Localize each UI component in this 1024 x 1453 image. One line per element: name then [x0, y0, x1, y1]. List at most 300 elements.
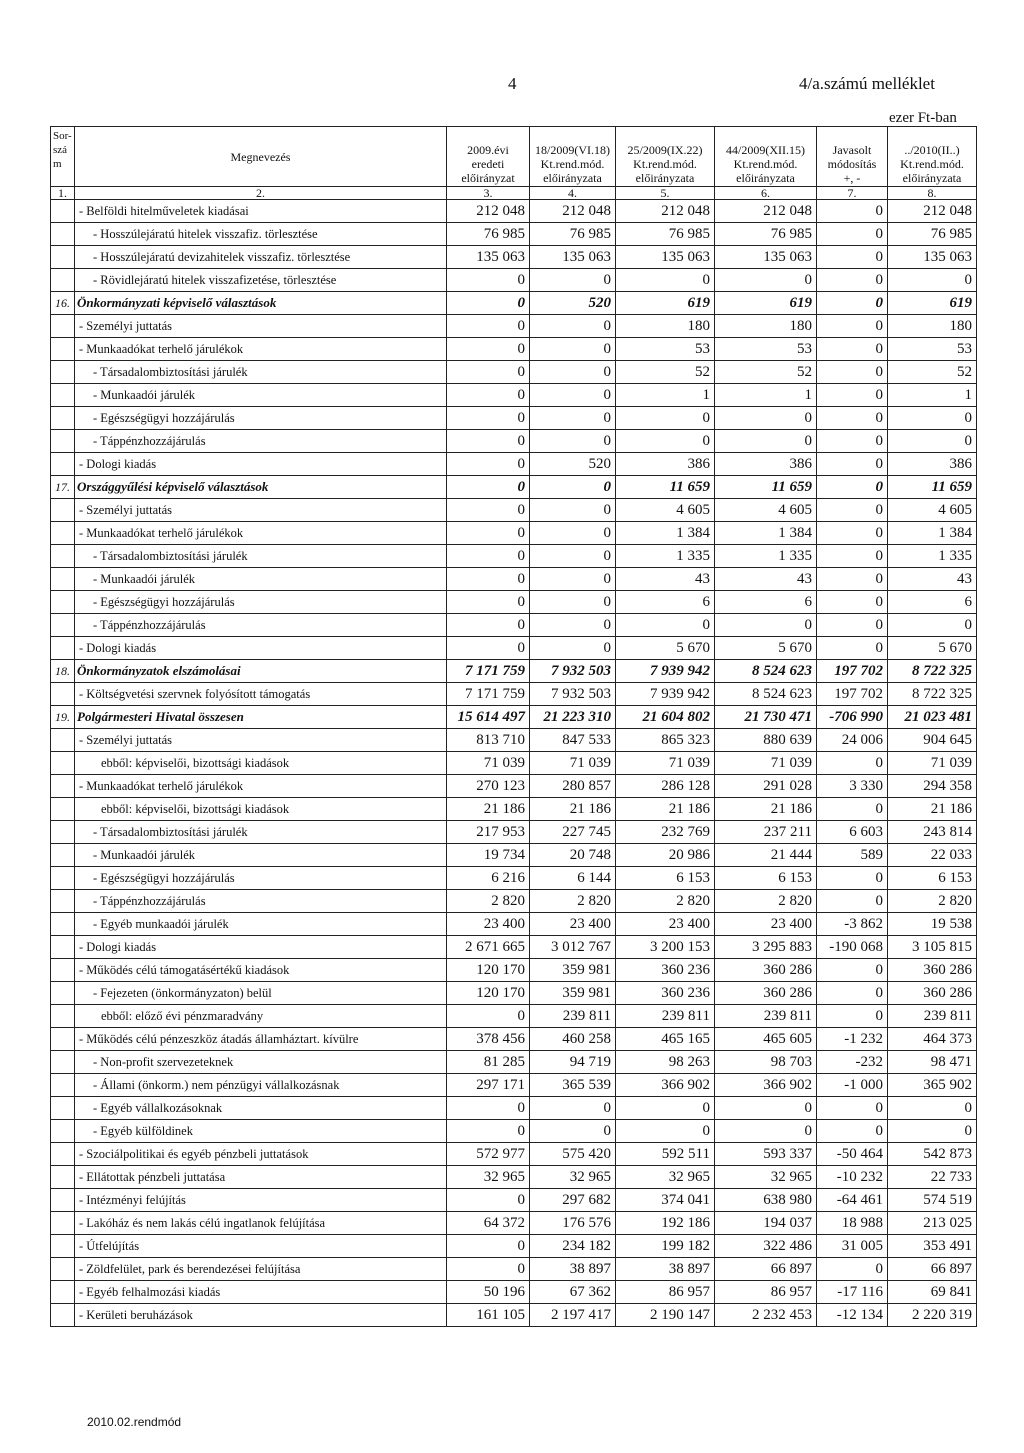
value-cell: 297 171: [447, 1074, 530, 1097]
table-row: [51, 430, 977, 453]
value-cell: 20 986: [616, 844, 715, 867]
value-cell: 0: [817, 453, 888, 476]
row-label: - Költségvetési szervnek folyósított támogatás: [75, 683, 447, 706]
value-cell: 0: [817, 614, 888, 637]
value-cell: 0: [447, 591, 530, 614]
row-number: 17.: [51, 476, 75, 499]
value-cell: 0: [888, 1097, 977, 1120]
value-cell: 6 216: [447, 867, 530, 890]
row-number: [51, 936, 75, 959]
row-number: [51, 338, 75, 361]
column-header: 25/2009(IX.22) Kt.rend.mód. előirányzata: [616, 127, 715, 187]
value-cell: 1: [715, 384, 817, 407]
value-cell: 0: [616, 407, 715, 430]
row-label: - Társadalombiztosítási járulék: [75, 545, 447, 568]
value-cell: 0: [447, 1005, 530, 1028]
value-cell: 386: [715, 453, 817, 476]
table-row: [51, 683, 977, 706]
value-cell: 76 985: [715, 223, 817, 246]
value-cell: 0: [817, 200, 888, 223]
row-label: ebből: előző évi pénzmaradvány: [75, 1005, 447, 1028]
row-number: [51, 223, 75, 246]
value-cell: 0: [817, 522, 888, 545]
value-cell: 0: [715, 407, 817, 430]
value-cell: 21 186: [530, 798, 616, 821]
value-cell: 4 605: [888, 499, 977, 522]
value-cell: 135 063: [715, 246, 817, 269]
table-row: [51, 1143, 977, 1166]
value-cell: 353 491: [888, 1235, 977, 1258]
table-body: [51, 200, 977, 1327]
row-number: [51, 1212, 75, 1235]
value-cell: 232 769: [616, 821, 715, 844]
value-cell: 0: [817, 315, 888, 338]
value-cell: 243 814: [888, 821, 977, 844]
row-label: - Non-profit szervezeteknek: [75, 1051, 447, 1074]
table-row: [51, 1120, 977, 1143]
row-number: [51, 200, 75, 223]
row-number: 18.: [51, 660, 75, 683]
value-cell: 15 614 497: [447, 706, 530, 729]
value-cell: 199 182: [616, 1235, 715, 1258]
row-number: [51, 1281, 75, 1304]
value-cell: 0: [817, 591, 888, 614]
value-cell: 53: [616, 338, 715, 361]
value-cell: 213 025: [888, 1212, 977, 1235]
table-row: [51, 1166, 977, 1189]
value-cell: 378 456: [447, 1028, 530, 1051]
value-cell: 8 722 325: [888, 660, 977, 683]
value-cell: 239 811: [530, 1005, 616, 1028]
table-row: [51, 384, 977, 407]
row-label: - Állami (önkorm.) nem pénzügyi vállalkozásnak: [75, 1074, 447, 1097]
value-cell: 0: [530, 407, 616, 430]
value-cell: 21 023 481: [888, 706, 977, 729]
row-label: - Egyéb felhalmozási kiadás: [75, 1281, 447, 1304]
row-label: Polgármesteri Hivatal összesen: [75, 706, 447, 729]
value-cell: 360 286: [715, 982, 817, 1005]
row-number: [51, 1028, 75, 1051]
section-row: [51, 660, 977, 683]
value-cell: 291 028: [715, 775, 817, 798]
value-cell: 904 645: [888, 729, 977, 752]
row-label: - Táppénzhozzájárulás: [75, 430, 447, 453]
row-label: - Hosszúlejáratú devizahitelek visszafiz. törlesztése: [75, 246, 447, 269]
row-number: 16.: [51, 292, 75, 315]
value-cell: 365 902: [888, 1074, 977, 1097]
row-number: [51, 614, 75, 637]
value-cell: 67 362: [530, 1281, 616, 1304]
value-cell: 2 232 453: [715, 1304, 817, 1327]
row-label: - Zöldfelület, park és berendezései felújítása: [75, 1258, 447, 1281]
value-cell: 38 897: [616, 1258, 715, 1281]
value-cell: 0: [447, 614, 530, 637]
value-cell: 11 659: [616, 476, 715, 499]
row-number: [51, 269, 75, 292]
table-row: [51, 1212, 977, 1235]
value-cell: 3 295 883: [715, 936, 817, 959]
value-cell: 53: [715, 338, 817, 361]
value-cell: 98 263: [616, 1051, 715, 1074]
value-cell: 0: [888, 1120, 977, 1143]
value-cell: 465 605: [715, 1028, 817, 1051]
value-cell: 4 605: [715, 499, 817, 522]
value-cell: 865 323: [616, 729, 715, 752]
row-label: - Szociálpolitikai és egyéb pénzbeli juttatások: [75, 1143, 447, 1166]
value-cell: 0: [530, 499, 616, 522]
table-row: [51, 1005, 977, 1028]
footer-note: 2010.02.rendmód: [87, 1415, 182, 1429]
table-row: [51, 1281, 977, 1304]
row-label: - Táppénzhozzájárulás: [75, 614, 447, 637]
row-number: [51, 1051, 75, 1074]
value-cell: 98 703: [715, 1051, 817, 1074]
value-cell: 0: [530, 269, 616, 292]
value-cell: 0: [616, 430, 715, 453]
value-cell: 589: [817, 844, 888, 867]
value-cell: 23 400: [447, 913, 530, 936]
value-cell: 71 039: [530, 752, 616, 775]
row-number: [51, 499, 75, 522]
column-header: Megnevezés: [75, 127, 447, 187]
row-number: [51, 959, 75, 982]
row-label: - Dologi kiadás: [75, 936, 447, 959]
value-cell: 180: [616, 315, 715, 338]
value-cell: 24 006: [817, 729, 888, 752]
column-index: 2.: [75, 187, 447, 200]
table-row: [51, 591, 977, 614]
value-cell: 180: [715, 315, 817, 338]
value-cell: 161 105: [447, 1304, 530, 1327]
value-cell: 0: [447, 269, 530, 292]
row-label: - Munkaadói járulék: [75, 384, 447, 407]
value-cell: 19 734: [447, 844, 530, 867]
row-number: [51, 867, 75, 890]
value-cell: 2 671 665: [447, 936, 530, 959]
value-cell: 374 041: [616, 1189, 715, 1212]
row-label: - Egészségügyi hozzájárulás: [75, 867, 447, 890]
row-label: - Lakóház és nem lakás célú ingatlanok felújítása: [75, 1212, 447, 1235]
value-cell: 52: [888, 361, 977, 384]
value-cell: 176 576: [530, 1212, 616, 1235]
value-cell: 217 953: [447, 821, 530, 844]
table-row: [51, 1051, 977, 1074]
value-cell: 66 897: [888, 1258, 977, 1281]
table-row: [51, 1028, 977, 1051]
value-cell: 22 733: [888, 1166, 977, 1189]
value-cell: 0: [447, 430, 530, 453]
value-cell: 5 670: [888, 637, 977, 660]
row-label: - Személyi juttatás: [75, 315, 447, 338]
value-cell: 0: [447, 315, 530, 338]
row-label: - Ellátottak pénzbeli juttatása: [75, 1166, 447, 1189]
value-cell: 0: [817, 798, 888, 821]
value-cell: 270 123: [447, 775, 530, 798]
value-cell: 21 186: [715, 798, 817, 821]
value-cell: 20 748: [530, 844, 616, 867]
value-cell: 32 965: [530, 1166, 616, 1189]
value-cell: 360 236: [616, 982, 715, 1005]
value-cell: 69 841: [888, 1281, 977, 1304]
value-cell: 593 337: [715, 1143, 817, 1166]
value-cell: 0: [817, 545, 888, 568]
value-cell: 386: [888, 453, 977, 476]
row-number: [51, 913, 75, 936]
row-number: [51, 1258, 75, 1281]
value-cell: 21 223 310: [530, 706, 616, 729]
row-number: [51, 1235, 75, 1258]
value-cell: 0: [530, 476, 616, 499]
value-cell: -17 116: [817, 1281, 888, 1304]
value-cell: -232: [817, 1051, 888, 1074]
value-cell: 212 048: [447, 200, 530, 223]
value-cell: 619: [715, 292, 817, 315]
value-cell: 50 196: [447, 1281, 530, 1304]
value-cell: 0: [447, 637, 530, 660]
value-cell: 0: [530, 338, 616, 361]
value-cell: 0: [817, 338, 888, 361]
value-cell: 0: [447, 407, 530, 430]
value-cell: 52: [616, 361, 715, 384]
value-cell: 0: [530, 522, 616, 545]
value-cell: 7 939 942: [616, 683, 715, 706]
value-cell: 460 258: [530, 1028, 616, 1051]
section-row: [51, 292, 977, 315]
column-header: 44/2009(XII.15) Kt.rend.mód. előirányzata: [715, 127, 817, 187]
value-cell: 52: [715, 361, 817, 384]
value-cell: 0: [447, 453, 530, 476]
value-cell: 19 538: [888, 913, 977, 936]
value-cell: 6: [715, 591, 817, 614]
value-cell: 2 190 147: [616, 1304, 715, 1327]
value-cell: 6 153: [616, 867, 715, 890]
row-label: - Dologi kiadás: [75, 453, 447, 476]
value-cell: 31 005: [817, 1235, 888, 1258]
value-cell: 11 659: [715, 476, 817, 499]
table-row: [51, 729, 977, 752]
value-cell: 76 985: [530, 223, 616, 246]
table-row: [51, 223, 977, 246]
value-cell: 360 286: [888, 959, 977, 982]
value-cell: 286 128: [616, 775, 715, 798]
value-cell: 0: [715, 614, 817, 637]
row-number: [51, 522, 75, 545]
value-cell: -190 068: [817, 936, 888, 959]
value-cell: 0: [447, 1189, 530, 1212]
row-number: [51, 637, 75, 660]
value-cell: 43: [888, 568, 977, 591]
row-label: - Egészségügyi hozzájárulás: [75, 407, 447, 430]
row-label: - Társadalombiztosítási járulék: [75, 821, 447, 844]
row-label: Önkormányzati képviselő választások: [75, 292, 447, 315]
column-header: ../2010(II..) Kt.rend.mód. előirányzata: [888, 127, 977, 187]
row-number: [51, 361, 75, 384]
value-cell: 359 981: [530, 982, 616, 1005]
value-cell: 86 957: [715, 1281, 817, 1304]
value-cell: 0: [530, 568, 616, 591]
value-cell: 0: [447, 338, 530, 361]
table-row: [51, 867, 977, 890]
value-cell: 23 400: [715, 913, 817, 936]
value-cell: 0: [817, 223, 888, 246]
value-cell: 520: [530, 453, 616, 476]
table-row: [51, 1189, 977, 1212]
value-cell: 297 682: [530, 1189, 616, 1212]
row-label: - Munkaadói járulék: [75, 844, 447, 867]
value-cell: 1: [616, 384, 715, 407]
value-cell: 638 980: [715, 1189, 817, 1212]
row-label: - Személyi juttatás: [75, 499, 447, 522]
row-label: - Útfelújítás: [75, 1235, 447, 1258]
row-label: - Munkaadókat terhelő járulékok: [75, 522, 447, 545]
value-cell: 0: [447, 1258, 530, 1281]
value-cell: 11 659: [888, 476, 977, 499]
value-cell: 32 965: [616, 1166, 715, 1189]
value-cell: 6: [888, 591, 977, 614]
row-number: [51, 1005, 75, 1028]
value-cell: 0: [530, 1097, 616, 1120]
row-number: 19.: [51, 706, 75, 729]
table-row: [51, 1304, 977, 1327]
value-cell: 239 811: [888, 1005, 977, 1028]
value-cell: 0: [530, 614, 616, 637]
value-cell: 0: [715, 430, 817, 453]
value-cell: 7 171 759: [447, 660, 530, 683]
value-cell: 237 211: [715, 821, 817, 844]
table-row: [51, 1074, 977, 1097]
value-cell: 619: [616, 292, 715, 315]
value-cell: 0: [888, 430, 977, 453]
value-cell: 619: [888, 292, 977, 315]
row-number: [51, 1120, 75, 1143]
value-cell: -10 232: [817, 1166, 888, 1189]
table-row: [51, 246, 977, 269]
column-header: 18/2009(VI.18) Kt.rend.mód. előirányzata: [530, 127, 616, 187]
value-cell: 135 063: [447, 246, 530, 269]
value-cell: 194 037: [715, 1212, 817, 1235]
row-label: - Fejezeten (önkormányzaton) belül: [75, 982, 447, 1005]
value-cell: 2 197 417: [530, 1304, 616, 1327]
value-cell: 386: [616, 453, 715, 476]
value-cell: 880 639: [715, 729, 817, 752]
value-cell: 0: [715, 269, 817, 292]
value-cell: 0: [817, 982, 888, 1005]
table-row: [51, 959, 977, 982]
value-cell: 3 012 767: [530, 936, 616, 959]
value-cell: 0: [817, 246, 888, 269]
column-header: Sor- szá m: [51, 127, 75, 187]
value-cell: 0: [817, 407, 888, 430]
value-cell: 0: [817, 292, 888, 315]
row-label: - Egyéb munkaadói járulék: [75, 913, 447, 936]
value-cell: 0: [817, 1005, 888, 1028]
value-cell: 0: [817, 430, 888, 453]
value-cell: 0: [817, 637, 888, 660]
value-cell: 1 384: [888, 522, 977, 545]
column-header: 2009.évi eredeti előirányzat: [447, 127, 530, 187]
row-number: [51, 1304, 75, 1327]
value-cell: 0: [447, 476, 530, 499]
value-cell: 0: [817, 568, 888, 591]
value-cell: 2 820: [530, 890, 616, 913]
value-cell: 71 039: [616, 752, 715, 775]
value-cell: 0: [817, 1120, 888, 1143]
row-label: - Egészségügyi hozzájárulás: [75, 591, 447, 614]
value-cell: 120 170: [447, 959, 530, 982]
value-cell: 2 220 319: [888, 1304, 977, 1327]
value-cell: 0: [447, 292, 530, 315]
value-cell: 575 420: [530, 1143, 616, 1166]
value-cell: 0: [817, 867, 888, 890]
value-cell: 1 335: [616, 545, 715, 568]
value-cell: 0: [888, 269, 977, 292]
value-cell: -3 862: [817, 913, 888, 936]
value-cell: 3 330: [817, 775, 888, 798]
value-cell: 0: [447, 1235, 530, 1258]
row-number: [51, 545, 75, 568]
row-number: [51, 453, 75, 476]
value-cell: 192 186: [616, 1212, 715, 1235]
row-label: - Dologi kiadás: [75, 637, 447, 660]
value-cell: 21 186: [447, 798, 530, 821]
row-number: [51, 775, 75, 798]
row-number: [51, 1166, 75, 1189]
value-cell: 0: [817, 476, 888, 499]
value-cell: 76 985: [447, 223, 530, 246]
value-cell: 135 063: [530, 246, 616, 269]
value-cell: 0: [530, 545, 616, 568]
value-cell: 43: [715, 568, 817, 591]
table-row: [51, 315, 977, 338]
value-cell: 0: [447, 1097, 530, 1120]
value-cell: 6: [616, 591, 715, 614]
value-cell: 847 533: [530, 729, 616, 752]
table-row: [51, 844, 977, 867]
value-cell: 0: [888, 407, 977, 430]
row-number: [51, 752, 75, 775]
table-row: [51, 522, 977, 545]
value-cell: -1 000: [817, 1074, 888, 1097]
value-cell: 2 820: [715, 890, 817, 913]
value-cell: -50 464: [817, 1143, 888, 1166]
value-cell: 0: [616, 1120, 715, 1143]
value-cell: 32 965: [447, 1166, 530, 1189]
row-number: [51, 430, 75, 453]
table-header: [51, 127, 977, 200]
row-number: [51, 1097, 75, 1120]
value-cell: 21 730 471: [715, 706, 817, 729]
value-cell: 76 985: [616, 223, 715, 246]
value-cell: 43: [616, 568, 715, 591]
value-cell: 227 745: [530, 821, 616, 844]
value-cell: 212 048: [530, 200, 616, 223]
column-index: 5.: [616, 187, 715, 200]
row-label: - Egyéb külföldinek: [75, 1120, 447, 1143]
table-row: [51, 614, 977, 637]
value-cell: 71 039: [888, 752, 977, 775]
value-cell: 64 372: [447, 1212, 530, 1235]
row-label: - Társadalombiztosítási járulék: [75, 361, 447, 384]
value-cell: 197 702: [817, 660, 888, 683]
row-label: ebből: képviselői, bizottsági kiadások: [75, 752, 447, 775]
value-cell: 0: [817, 499, 888, 522]
value-cell: 0: [530, 591, 616, 614]
value-cell: -64 461: [817, 1189, 888, 1212]
value-cell: 360 286: [888, 982, 977, 1005]
value-cell: 0: [817, 1097, 888, 1120]
table-row: [51, 1258, 977, 1281]
table-row: [51, 499, 977, 522]
